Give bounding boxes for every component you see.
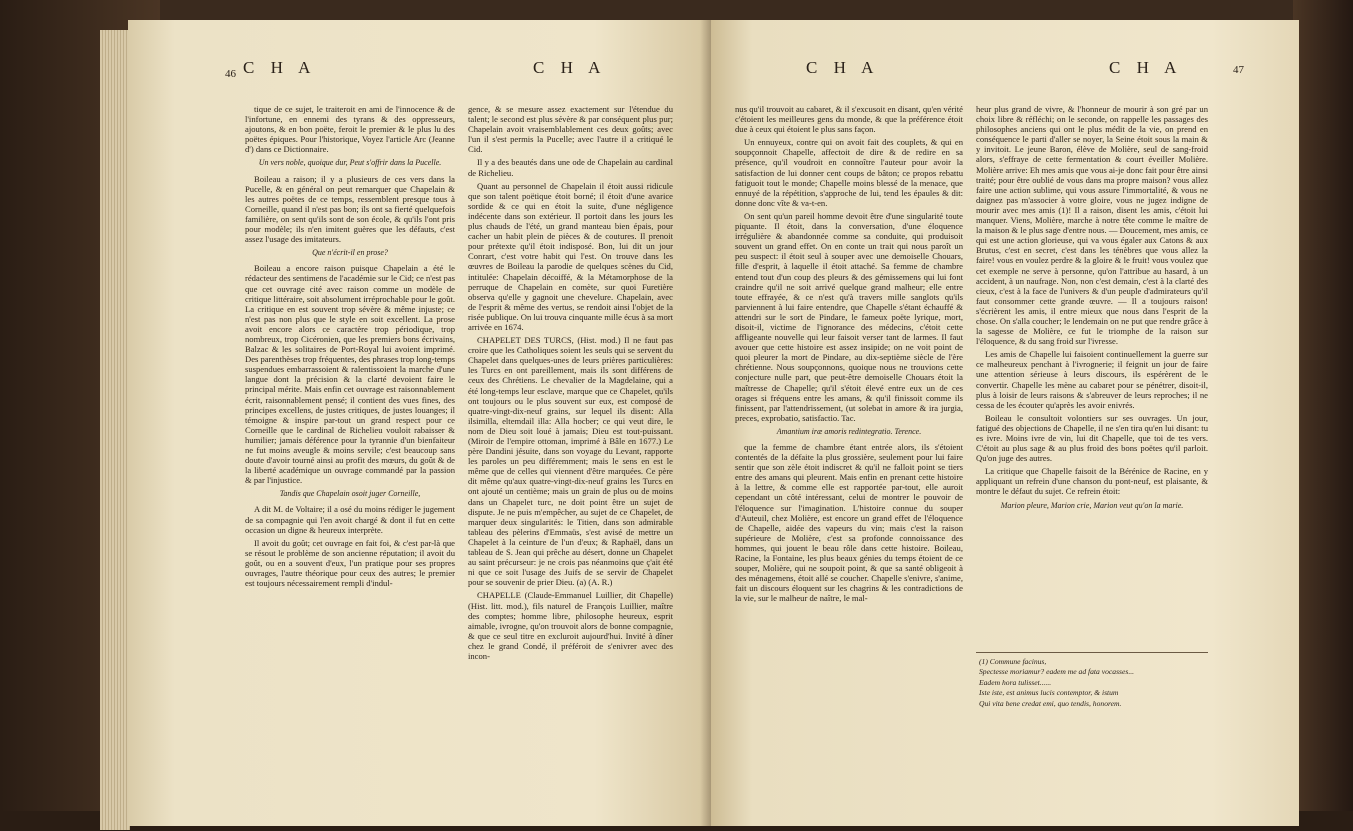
right-page [711,20,1299,826]
left-page-column-2 [468,104,673,664]
paragraph: CHAPELET DES TURCS, (Hist. mod.) Il ne faut pas croire que les Catholiques soient les seuls qui se servent du Chapelet dans quelques-unes de leurs prières particulières: les Turcs en ont pareillement, mais ils sont différens de ceux des Chrétiens. Le chevalier de la Magdelaine, qui a été long-temps leur esclave, marque que ce Chapelet, qu'ils ont toujours ou le plus souvent sur eux, est composé de quatre-vingt-dix-neuf grains, sur lequel ils disent: Alla ilsimilla, eltemdail illa: Alla hocber; ce qui veut dire, le nom de Dieu soit loué à jamais; Dieu est tout-puissant. (Miroir de l'empire ottoman, imprimé à Bâle en 1677.) Le père Dandini jésuite, dans son voyage du Levant, rapporte les paroles un peu différemment; mais le sens en est le même que de celles qui viennent d'être marquées. Ce père dit même qu'aux quatre-vingt-dix-neuf grains les Turcs en ont ajouté un centième; mais un grain de plus ou de moins dans un Chapelet turc, ne doit point être un sujet de dispute. Je ne puis m'empêcher, au sujet de ce Chapelet, de marquer deux singularités: le Titien, dans son admirable tableau des pèlerins d'Emmaüs, s'est avisé de mettre un Chapelet à la ceinture de l'un d'eux; & Raphaël, dans un tableau de S. Jean qui prêche au désert, donne un Chapelet au saint précurseur: je ne crois pas néanmoins que ç'ait été ni que ce soit l'usage des Juifs de se servir de Chapelet pour se souvenir de prier Dieu. (a) (A. R.) [468,335,673,588]
paragraph: Il y a des beautés dans une ode de Chapelain au cardinal de Richelieu. [468,157,673,178]
verse-quote: Marion pleure, Marion crie, Marion veut qu'on la marie. [1000,500,1184,510]
right-page-number: 47 [1233,64,1244,76]
verse-quote: Que n'écrit-il en prose? [312,248,388,258]
paragraph: Boileau a encore raison puisque Chapelain a été le rédacteur des sentimens de l'académie sur le Cid; ce n'est pas que cet ouvrage cité avec raison comme un modèle de critique littéraire, soit absolument irréprochable pour le goût. La critique en est souvent trop sévère & même injuste; ce n'est pas non plus que le style en soit excellent. La prose avoit encore alors ce caractère trop périodique, trop nombreux, trop Cicéronien, que les premiers bons écrivains, Balzac & les solitaires de Port-Royal lui avoient imprimé. Des parenthèses trop fréquentes, des phrases trop long-temps suspendues embarrassoient & ralentissoient la marche d'une langue dont la précision & la clarté devoient faire le principal mérite. Mais enfin cet ouvrage est raisonnablement écrit, raisonnablement pensé; il contient des vues fines, des principes excellens, de justes critiques, de justes louanges; il témoigne & inspire par-tout un grand respect pour ce Corneille que le cardinal de Richelieu vouloit rabaisser & humilier; jamais déférence pour la tyrannie d'un bienfaiteur ne fut moins aveugle & moins servile; c'est beaucoup sans doute d'avoir tourné ainsi au profit des mœurs, du goût & de la liberté académique un ouvrage commandé par la passion & par l'injustice. [245,263,455,486]
footnote-rule [976,652,1208,653]
verse-quote: Amantium iræ amoris redintegratio. Terence. [776,426,922,436]
left-running-head-2: C H A [533,58,607,77]
paragraph: que la femme de chambre étant entrée alors, ils s'étoient contentés de la défaite la plus grossière, seulement pour lui faire sentir que son zèle étoit indiscret & qu'il ne falloit point se tiers entre des amans qui pleurent. Mais enfin en prenant cette histoire à la lettre, & comme elle est rapportée par-tout, elle auroit cependant un côté intéressant, celui de montrer le pouvoir de l'éloquence sur l'imagination. L'histoire connue du souper d'Auteuil, chez Molière, est encore un grand effet de l'éloquence de Chapelle, aidée des vapeurs du vin; mais c'est la raison supérieure de Molière, c'est sa profonde connoissance des hommes, qui jouent le beau rôle dans cette histoire. Boileau, Racine, la Fontaine, les plus beaux génies du temps étoient de ce souper, Molière, qui ne soupoit point, & que sa santé obligeoit à des ménagemens, étoit allé se coucher. Chapelle s'enivre, s'anime, fait un discours éloquent sur les chagrins & les contradictions de la vie, sur le malheur de naître, le mal- [735,442,963,604]
paragraph: Il avoit du goût; cet ouvrage en fait foi, & c'est par-là que se résout le problème de son ancienne réputation; il avoit du goût, ou en a souvent d'eux, l'un pratique pour ses propres ouvrages, l'autre théorique pour ceux des autres; le premier est toujours nécessairement rempli d'indul- [245,537,455,589]
left-running-head-1: C H A [243,58,317,77]
paragraph: heur plus grand de vivre, & l'honneur de mourir à son gré par un choix libre & réfléchi; on le seconde, on rappelle les passages des philosophes anciens qui ont le plus médit de la vie, on prend en conséquence le parti d'aller se noyer, la Seine étoit sous la main & y invitoit. Le jeune Baron, élève de Molière, seul de sang-froid alors, s'effraye de cette fermentation & court éveiller Molière. Molière arrive: Eh mes amis que vous ai-je donc fait pour être ainsi traité; pour être oublié de vous dans ma propre maison? vous allez faire une action sublime, qui vous assure l'immortalité, & vous ne daignez pas m'associer à votre gloire, vous ne jugez indigne de mourir avec mes amis (1)! Il a raison, disent les amis, c'étoit lui manquer. Viens, Molière, marche à notre tête comme le maître de la maison & le plus sage d'entre nous. — Doucement, mes amis, ce qui est une action glorieuse, qui va vous égaler aux Catons & aux Brutus, c'est en secret, c'est dans les ténèbres que vous allez la faire! vous en voulez perdre & la gloire & le fruit! vous voulez que cet exemple ne serve à personne, qu'on l'attribue au hasard, à un accident, à un naufrage. Non, non c'est demain, c'est à la clarté des cieux, c'est à la face de l'univers & d'un peuple d'admirateurs qu'il faut consommer cette grande œuvre. — Il a toujours raison! s'écrièrent les amis, il entre mieux que nous dans l'esprit de la chose. On s'alla coucher; le lendemain on ne put que rendre grâce à la sagesse de Molière, ce fut le triomphe de la raison sur l'éloquence, & du sang froid sur l'ivresse. [976,104,1208,347]
paragraph: Les amis de Chapelle lui faisoient continuellement la guerre sur ce malheureux penchant à l'ivrognerie; il feignit un jour de faire une attention sérieuse à leurs discours, ils espérèrent de le convertir. Chapelle les mène au cabaret pour se pénétrer, disoit-il, plus à loisir de leurs raisons & s'abreuver de leurs reproches; il ne cessa de les écouter qu'après les avoir enivrés. [976,349,1208,410]
footnote-line: Qui vita bene credat emi, quo tendis, honorem. [979,698,1122,708]
right-running-head-1: C H A [806,58,880,77]
paragraph: La critique que Chapelle faisoit de la Bérénice de Racine, en y appliquant un refrein d'une chanson du pont-neuf, est plaisante, & montre le défaut du sujet. Ce refrein étoit: [976,466,1208,497]
footnote-line: Spectesse moriamur? eadem me ad fata vocasses... [979,667,1135,677]
right-page-column-2 [976,104,1208,516]
left-page-number: 46 [225,68,236,80]
paragraph: A dit M. de Voltaire; il a osé du moins rédiger le jugement de sa compagnie qui l'en avoit chargé & dont il fut en cette occasion un digne & heureux interprète. [245,504,455,535]
paragraph: tique de ce sujet, le traiteroit en ami de l'innocence & de l'infortune, en ennemi des tyrans & des oppresseurs, ajoutons, & en bon poëte, feroit le premier & le plus lu des poëtes épiques. Pour l'historique, Voyez l'article Arc (Jeanne d') dans ce Dictionnaire. [245,104,455,155]
paragraph: Un ennuyeux, contre qui on avoit fait des couplets, & qui en soupçonnoit Chapelle, affectoit de dire & de redire en sa présence, qu'il voudroit en connoître l'auteur pour avoir la satisfaction de lui donner cent coups de bâton; ce propos rebattu fatiguoit tout le monde; Chapelle moins blessé de la menace, que ennuyé de la répétition, s'approche de lui, tend les épaules & dit: donne donc vîte & va-t-en. [735,137,963,208]
paragraph: Quant au personnel de Chapelain il étoit aussi ridicule que son talent poëtique étoit borné; il étoit d'une avarice sordide & ce qui en étoit la suite, d'une négligence indécente dans son extérieur. Il portoit dans les jours les plus chauds de l'été, un grand manteau bien épais, pour cacher un habit plein de pièces & de coutures. Il prenoit pour prétexte qu'il étoit indisposé. Bon, lui dit un jour Conrart, c'est votre habit qui l'est. On trouve dans les œuvres de Boileau la parodie de quelques scènes du Cid, intitulée: Chapelain décoiffé, & la Métamorphose de la perruque de Chapelain en comète, sur quoi Furetière observa qu'elle y gagnoit une chevelure. Chapelain, avec de l'esprit & même des vertus, se rendoit ainsi l'objet de la risée publique. On lui trouva cinquante mille écus à sa mort arrivée en 1674. [468,180,673,332]
left-page [128,20,711,826]
footnote-line: Iste iste, est animus lucis contemptor, & istum [979,688,1119,698]
paragraph: gence, & se mesure assez exactement sur l'étendue du talent; le second est plus sévère & par conséquent plus pur; Chapelain avoit vraisemblablement ces deux goûts; avec l'un il s'est permis la Pucelle; avec l'autre il a critiqué le Cid. [468,104,673,155]
left-page-column-1 [245,104,455,591]
background-right [1293,0,1353,831]
right-page-column-1 [735,104,963,607]
footnote-line: (1) Commune facinus, [979,657,1047,666]
footnote-line: Eadem hora tulisset...... [979,677,1052,687]
paragraph: Boileau a raison; il y a plusieurs de ces vers dans la Pucelle, & en général on peut remarquer que Chapelain & les autres poëtes de ce temps, ressemblent presque tous à Corneille, quand il n'est pas bon; ils ont sa fierté quelquefois familière, on sent qu'ils sont de son école, & qu'ils l'ont pris pour modèle; ils n'en imitent guères que les défauts, c'est assez l'usage des imitateurs. [245,173,455,245]
paragraph: Boileau le consultoit volontiers sur ses ouvrages. Un jour, fatigué des objections de Chapelle, il ne s'en tira qu'en lui disant: tu es ivre. Moins ivre de vin, lui dit Chapelle, que toi de tes vers. C'étoit au plus sage & au plus froid des bons poëtes qu'il parloit. Qu'on juge des autres. [976,412,1208,464]
footnotes [979,657,1209,709]
paragraph: On sent qu'un pareil homme devoit être d'une singularité toute piquante. Il étoit, dans la conversation, d'une éloquence irrégulière & abandonnée comme sa conduite, qui produisoit souvent un grand effet. On en conte un trait qui nous paroît un peu suspect: il étoit seul à souper avec une demoiselle Chouars, fille d'esprit, à laquelle il étoit attaché. Sa femme de chambre entend tout d'un coup des pleurs & des gémissemens qui lui font craindre qu'il ne soit arrivé quelque grand malheur; elle entre toute effrayée, & ce n'est qu'à travers mille sanglots qu'ils parviennent à lui faire entendre, que Chapelle s'étant échauffé & attendri sur le sort de Pindare, le fameux poëte lyrique, mort, disoit-il, victime de l'ignorance des médecins, c'étoit cette affligeante nouvelle qui leur faisoit verser tant de larmes. Il faut avouer que cette histoire est assez insipide; on ne voit point de quoi pleurer la mort de Pindare, au dix-septième siècle de l'ère chrétienne. Nous soupçonnons, quoique nous ne trouvions cette conjecture nulle part, que peut-être demoiselle Chouars étoit la maîtresse de Chapelle; qu'il s'étoit élevé entre eux un de ces orages si fréquens entre les amans, & qu'il finissoit comme ils finissent, par l'attendrissement, (ut solebat in amore & ira jurgia, preces, exprobatio, satisfactio. Tac. [735,210,963,423]
verse-quote: Tandis que Chapelain osoit juger Corneille, [279,489,421,499]
verse-quote: Un vers noble, quoique dur, Peut s'offrir dans la Pucelle. [258,158,442,168]
paragraph: nus qu'il trouvoit au cabaret, & il s'excusoit en disant, qu'en vérité c'étoient les meilleures gens du monde, & que la préférence étoit due à ceux qui étoient le plus sans façon. [735,104,963,135]
book-page-edges [100,30,130,830]
paragraph: CHAPELLE (Claude-Emmanuel Luillier, dit Chapelle) (Hist. litt. mod.), fils naturel de François Luillier, maître des comptes; homme libre, philosophe heureux, esprit aimable, ivrogne, qu'on trouvoit alors de bonne compagnie, & que ce seul titre en excluroit aujourd'hui. Invité à dîner chez le grand Condé, il préféroit de s'enivrer avec des incon- [468,590,673,661]
right-running-head-2: C H A [1109,58,1183,77]
